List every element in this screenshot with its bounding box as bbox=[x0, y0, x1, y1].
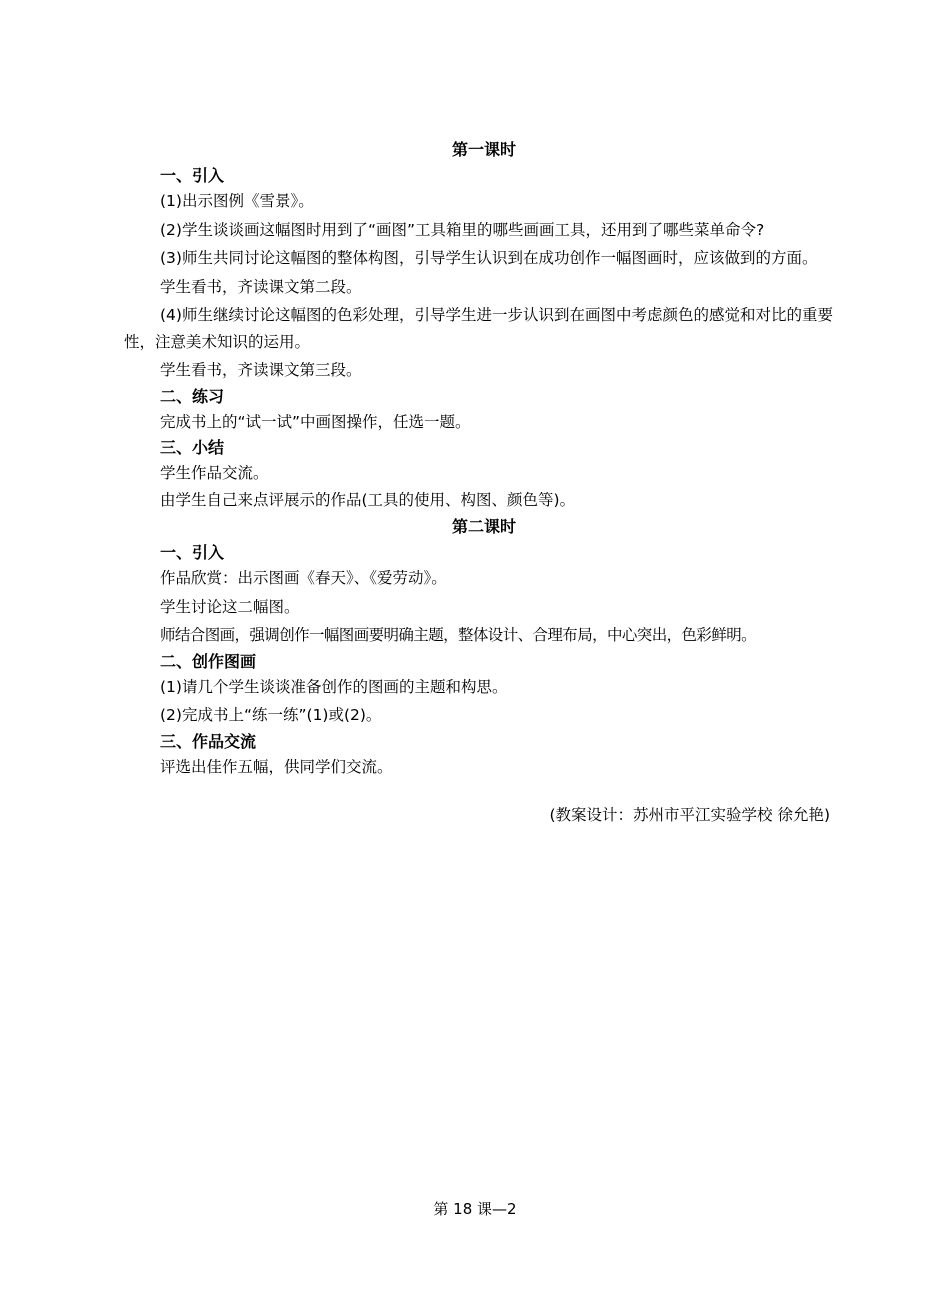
lesson1-practice-heading: 二、练习 bbox=[160, 386, 225, 406]
lesson1-summary-heading: 三、小结 bbox=[160, 438, 225, 457]
lesson1-intro-heading: 一、引入 bbox=[160, 166, 225, 185]
lesson2-title: 第二课时 bbox=[451, 517, 516, 536]
lesson1-practice-text: 完成书上的“试一试”中画图操作，任选一题。 bbox=[160, 412, 471, 431]
page-footer: 第 18 课—2 bbox=[433, 1200, 517, 1218]
lesson2-exchange-heading: 三、作品交流 bbox=[160, 731, 257, 751]
lesson1-intro-item-4: 学生看书，齐读课文第二段。 bbox=[160, 277, 362, 296]
lesson-plan-signature: (教案设计：苏州市平江实验学校 徐允艳) bbox=[549, 806, 830, 824]
lesson2-create-item-2: (2)完成书上“练一练”(1)或(2)。 bbox=[160, 706, 382, 724]
lesson2-create-item-1: (1)请几个学生谈谈准备创作的图画的主题和构思。 bbox=[160, 677, 508, 696]
lesson2-create-heading: 二、创作图画 bbox=[160, 651, 257, 671]
lesson1-intro-item-6: 学生看书，齐读课文第三段。 bbox=[160, 361, 362, 379]
lesson2-intro-heading: 一、引入 bbox=[160, 543, 225, 562]
lesson2-exchange-text: 评选出佳作五幅，供同学们交流。 bbox=[160, 757, 393, 776]
lesson1-intro-item-5: (4)师生继续讨论这幅图的色彩处理，引导学生进一步认识到在画图中考虑颜色的感觉和对比的重要性，注意美术知识的运用。 bbox=[124, 306, 833, 351]
lesson1-intro-item-2: (2)学生谈谈画这幅图时用到了“画图”工具箱里的哪些画画工具，还用到了哪些菜单命令? bbox=[160, 220, 765, 239]
lesson1-title: 第一课时 bbox=[451, 140, 516, 159]
lesson-plan-content bbox=[124, 136, 844, 829]
lesson2-intro-item-3: 师结合图画，强调创作一幅图画要明确主题，整体设计、合理布局，中心突出，色彩鲜明。 bbox=[160, 626, 757, 644]
lesson1-summary-item-1: 学生作品交流。 bbox=[160, 464, 269, 482]
lesson2-intro-item-1: 作品欣赏：出示图画《春天》、《爱劳动》。 bbox=[160, 569, 447, 587]
lesson2-intro-item-2: 学生讨论这二幅图。 bbox=[160, 597, 300, 616]
lesson1-intro-item-1: (1)出示图例《雪景》。 bbox=[160, 192, 314, 210]
lesson1-summary-item-2: 由学生自己来点评展示的作品(工具的使用、构图、颜色等)。 bbox=[160, 490, 576, 509]
lesson1-intro-item-3: (3)师生共同讨论这幅图的整体构图，引导学生认识到在成功创作一幅图画时，应该做到的方面。 bbox=[160, 249, 818, 267]
